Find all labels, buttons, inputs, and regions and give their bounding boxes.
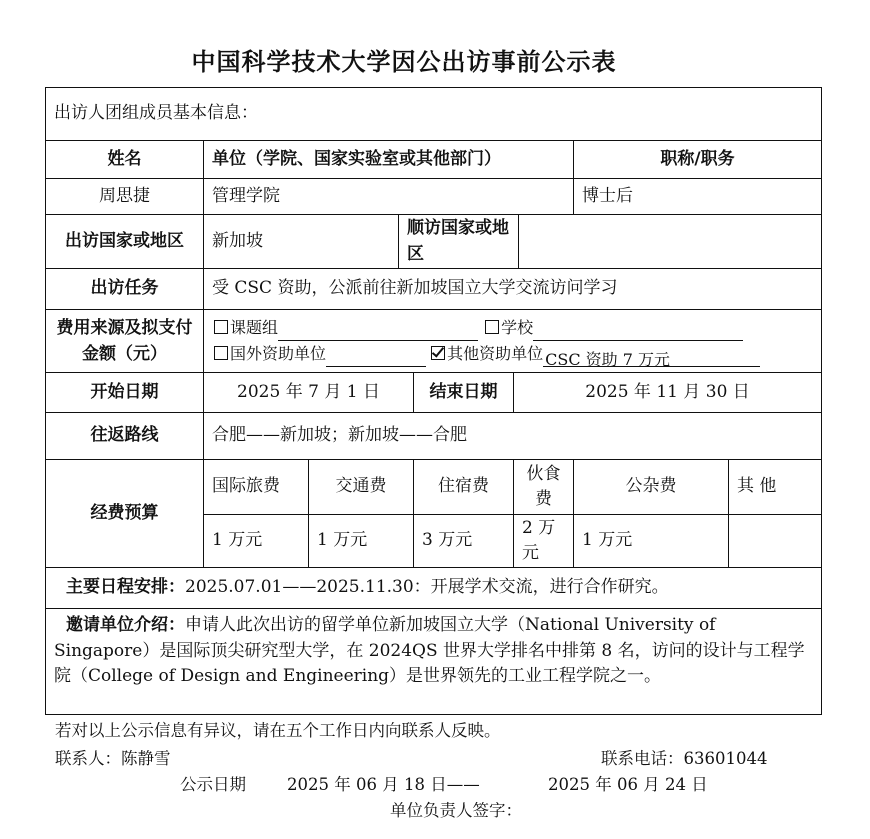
funding-row bbox=[46, 310, 822, 373]
option-other-sponsor: 其他资助单位 bbox=[447, 344, 544, 363]
checkbox-foreign-sponsor[interactable] bbox=[214, 346, 228, 360]
route-value: 合肥——新加坡；新加坡——合肥 bbox=[204, 413, 822, 460]
objection-notice: 若对以上公示信息有异议，请在五个工作日内向联系人反映。 bbox=[55, 721, 501, 740]
task-value: 受 CSC 资助，公派前往新加坡国立大学交流访问学习 bbox=[204, 269, 822, 310]
schedule-row bbox=[46, 568, 822, 609]
page-title: 中国科学技术大学因公出访事前公示表 bbox=[191, 48, 617, 76]
signature-label: 单位负责人签字： bbox=[390, 801, 522, 820]
member-name: 周思捷 bbox=[46, 179, 204, 215]
budget-item-amount bbox=[729, 515, 822, 568]
checkbox-other-sponsor[interactable] bbox=[431, 346, 445, 360]
budget-item-amount: 1 万元 bbox=[574, 515, 729, 568]
disclosure-form-table bbox=[45, 87, 822, 715]
contact-person: 联系人：陈静雪 bbox=[55, 749, 171, 768]
option-project-group: 课题组 bbox=[230, 318, 279, 337]
task-row bbox=[46, 269, 822, 310]
budget-item-amount: 1 万元 bbox=[204, 515, 309, 568]
dates-row bbox=[46, 373, 822, 413]
destination-label: 出访国家或地区 bbox=[46, 215, 204, 269]
invite-row bbox=[46, 609, 822, 715]
budget-item-amount: 3 万元 bbox=[414, 515, 514, 568]
budget-item-name: 国际旅费 bbox=[204, 460, 309, 515]
route-row bbox=[46, 413, 822, 460]
budget-label: 经费预算 bbox=[46, 460, 204, 568]
destination-value: 新加坡 bbox=[204, 215, 399, 269]
publicity-period-label: 公示日期 bbox=[180, 775, 246, 794]
checkbox-school[interactable] bbox=[485, 320, 499, 334]
destination-row bbox=[46, 215, 822, 269]
budget-item-name: 公杂费 bbox=[574, 460, 729, 515]
publicity-period-start: 2025 年 06 月 18 日—— bbox=[287, 775, 480, 794]
end-date-label: 结束日期 bbox=[414, 373, 514, 413]
end-date-value: 2025 年 11 月 30 日 bbox=[514, 373, 822, 413]
header-unit: 单位（学院、国家实验室或其他部门） bbox=[204, 141, 574, 179]
basic-info-row bbox=[46, 88, 822, 141]
budget-item-amount: 2 万元 bbox=[514, 515, 574, 568]
member-title: 博士后 bbox=[574, 179, 822, 215]
budget-item-name: 伙食费 bbox=[514, 460, 574, 515]
budget-item-name: 其 他 bbox=[729, 460, 822, 515]
publicity-period-end: 2025 年 06 月 24 日 bbox=[548, 775, 708, 794]
route-label: 往返路线 bbox=[46, 413, 204, 460]
option-foreign-sponsor: 国外资助单位 bbox=[230, 344, 327, 363]
task-label: 出访任务 bbox=[46, 269, 204, 310]
start-date-value: 2025 年 7 月 1 日 bbox=[204, 373, 414, 413]
basic-info-label: 出访人团组成员基本信息： bbox=[46, 88, 822, 141]
blank-foreign-sponsor bbox=[326, 347, 426, 367]
header-title: 职称/职务 bbox=[574, 141, 822, 179]
blank-school bbox=[533, 321, 743, 341]
funding-options bbox=[204, 310, 822, 373]
budget-header-row bbox=[46, 460, 822, 515]
budget-item-amount: 1 万元 bbox=[309, 515, 414, 568]
header-name: 姓名 bbox=[46, 141, 204, 179]
budget-item-name: 交通费 bbox=[309, 460, 414, 515]
other-sponsor-value: CSC 资助 7 万元 bbox=[543, 347, 760, 367]
option-school: 学校 bbox=[501, 318, 534, 337]
member-row bbox=[46, 179, 822, 215]
checkbox-project-group[interactable] bbox=[214, 320, 228, 334]
schedule-label: 主要日程安排： bbox=[66, 577, 185, 598]
schedule-value: 2025.07.01——2025.11.30：开展学术交流，进行合作研究。 bbox=[185, 577, 669, 598]
funding-label: 费用来源及拟支付金额（元） bbox=[46, 310, 204, 373]
start-date-label: 开始日期 bbox=[46, 373, 204, 413]
transit-value bbox=[519, 215, 822, 269]
contact-phone: 联系电话：63601044 bbox=[601, 749, 768, 768]
invite-label: 邀请单位介绍： bbox=[66, 615, 185, 635]
transit-label: 顺访国家或地区 bbox=[399, 215, 519, 269]
header-row bbox=[46, 141, 822, 179]
budget-item-name: 住宿费 bbox=[414, 460, 514, 515]
member-unit: 管理学院 bbox=[204, 179, 574, 215]
invite-value: 申请人此次出访的留学单位新加坡国立大学（National University of Singapore）是国际顶尖研究型大学，在 2024QS 世界大学排名中排第 8 名，访问的设计与工程学院（College of Design and Engineering）是世界领先的工业工程学院之一。 bbox=[54, 615, 805, 686]
blank-project-group bbox=[278, 321, 478, 341]
